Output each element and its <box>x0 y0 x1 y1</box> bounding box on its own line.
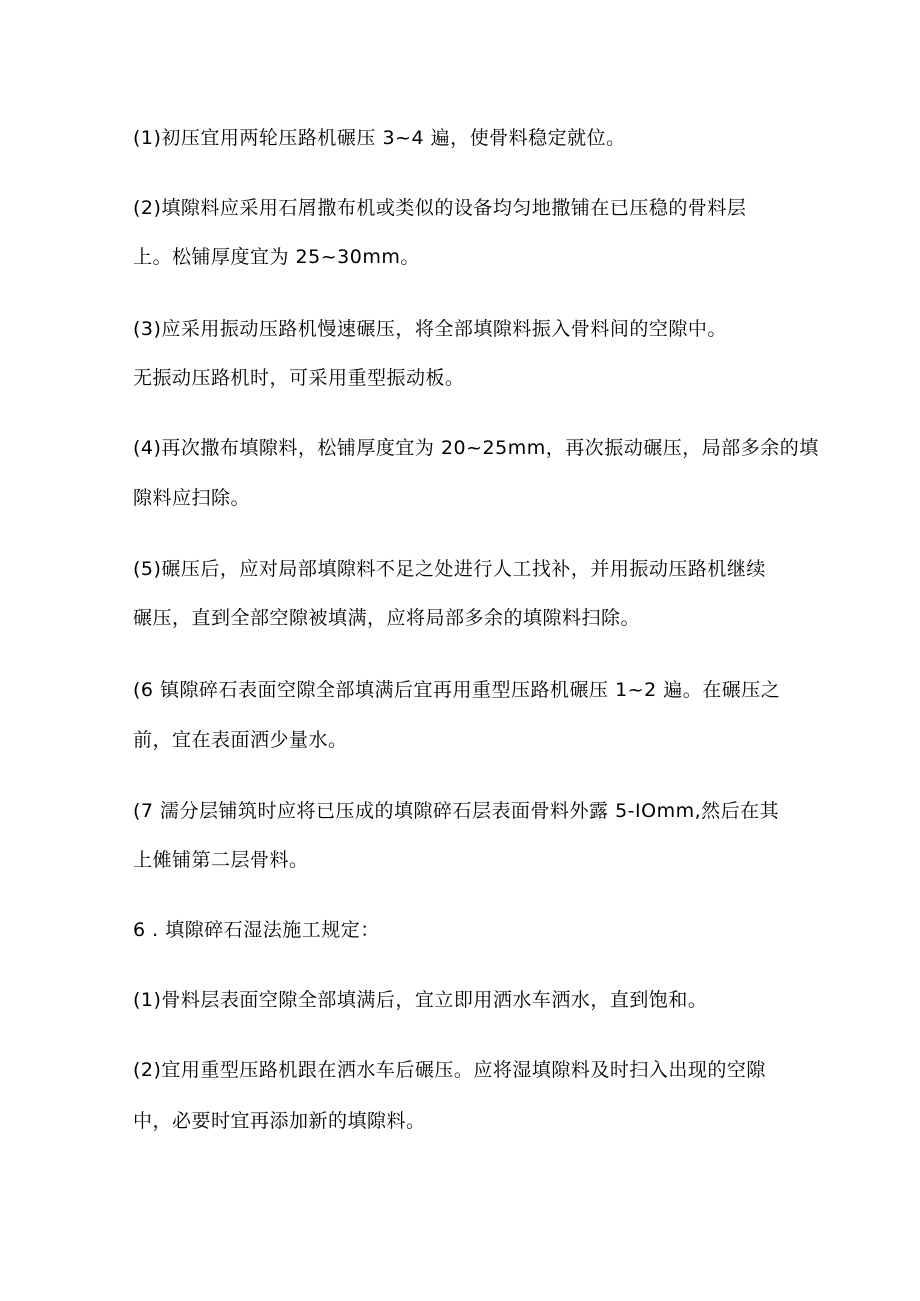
paragraph-5-line-1: (5)碾压后，应对局部填隙料不足之处进行人工找补，并用振动压路机继续 <box>133 558 766 580</box>
paragraph-6-line-2: 前，宜在表面洒少量水。 <box>133 729 348 751</box>
paragraph-10-line-2: 中，必要时宜再添加新的填隙料。 <box>133 1110 426 1132</box>
paragraph-7-line-1: (7 濡分层铺筑时应将已压成的填隙碎石层表面骨料外露 5-IOmm,然后在其 <box>133 800 780 822</box>
paragraph-4-line-1: (4)再次撒布填隙料，松铺厚度宜为 20~25mm，再次振动碾压，局部多余的填 <box>133 437 819 459</box>
paragraph-4-line-2: 隙料应扫除。 <box>133 487 251 509</box>
paragraph-2-line-1: (2)填隙料应采用石屑撒布机或类似的设备均匀地撒铺在已压稳的骨料层 <box>133 197 747 219</box>
section-heading: 6 . 填隙碎石湿法施工规定： <box>133 919 380 941</box>
paragraph-2-line-2: 上。松铺厚度宜为 25~30mm。 <box>133 246 420 268</box>
paragraph-3-line-1: (3)应采用振动压路机慢速碾压，将全部填隙料振入骨料间的空隙中。 <box>133 318 727 340</box>
paragraph-1-line-1: (1)初压宜用两轮压路机碾压 3~4 遍，使骨料稳定就位。 <box>133 127 626 149</box>
paragraph-7-line-2: 上傩铺第二层骨料。 <box>133 849 309 871</box>
paragraph-3-line-2: 无振动压路机时，可采用重型振动板。 <box>133 367 465 389</box>
paragraph-9-line-1: (1)骨料层表面空隙全部填满后，宜立即用洒水车洒水，直到饱和。 <box>133 989 708 1011</box>
paragraph-6-line-1: (6 镇隙碎石表面空隙全部填满后宜再用重型压路机碾压 1~2 遍。在碾压之 <box>133 679 781 701</box>
paragraph-10-line-1: (2)宜用重型压路机跟在洒水车后碾压。应将湿填隙料及时扫入出现的空隙 <box>133 1059 766 1081</box>
paragraph-5-line-2: 碾压，直到全部空隙被填满，应将局部多余的填隙料扫除。 <box>133 607 641 629</box>
